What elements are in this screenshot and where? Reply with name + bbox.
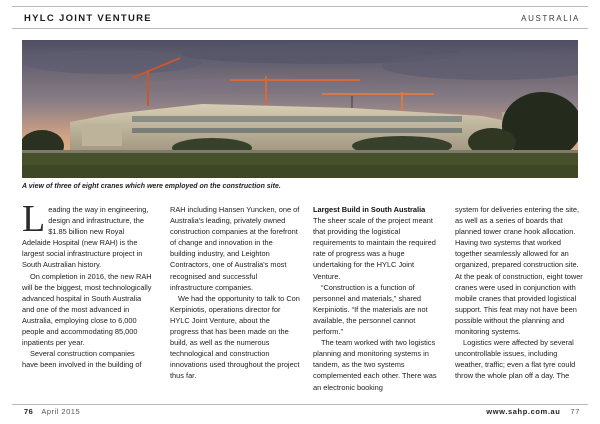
footer-rule [12,404,588,405]
subheading: Largest Build in South Australia [313,205,426,214]
header-top-rule [12,6,588,7]
paragraph: We had the opportunity to talk to Con Kerpiniotis, operations director for HYLC Joint Venture, about the progress that has been made on the build, as well as the numerous technological and construction innovations used throughout the project thus far. [170,293,300,381]
article-column-1 [22,198,152,370]
footer-right [486,407,580,416]
drop-cap: L [22,198,46,240]
left-page-number: 76 [24,407,34,416]
construction-site-photo [22,40,578,178]
region-label: AUSTRALIA [521,14,580,23]
article-column-3 [313,204,443,393]
paragraph: RAH including Hansen Yuncken, one of Australia's leading, privately owned construction companies at the forefront of change and innovation in the building industry, and Leighton Contractors, one of Australia's most recognised and successful infrastructure companies. [170,205,300,292]
paragraph: The team worked with two logistics planning and monitoring systems in tandem, as the two systems complemented each other. There was an electronic booking [313,338,437,392]
website-link[interactable]: www.sahp.com.au [486,407,561,416]
photo-caption: A view of three of eight cranes which were employed on the construction site. [22,183,281,190]
section-title: HYLC JOINT VENTURE [24,13,152,24]
article-column-4 [455,204,585,382]
footer-left [24,407,80,416]
photo-illustration [22,40,578,178]
issue-date: April 2015 [41,407,81,416]
article-column-2 [170,204,300,382]
right-page-number: 77 [570,407,580,416]
paragraph: “Construction is a function of personnel and materials,” shared Kerpiniotis. “If the materials are not available, the personnel cannot perform.” [313,282,428,337]
magazine-spread [12,6,588,418]
paragraph: On completion in 2016, the new RAH will be the biggest, most technologically advanced hospital in South Australia and one of the most advanced in Australia, employing close to 6,000 people and accommodating 85,000 inpatients per year. [22,271,152,348]
paragraph: Several construction companies have been involved in the building of [22,349,142,370]
intro-paragraph [22,198,152,271]
paragraph: The sheer scale of the project meant that providing the logistical requirements to maintain the required rate of progress was a huge undertaking for the HYLC Joint Venture. [313,216,436,281]
paragraph: system for deliveries entering the site, as well as a series of boards that planned tower crane hook allocation. Having two systems that worked together seamlessly allowed for an organized, prepared construction site. At the peak of construction, eight tower cranes were used in conjunction with mobile cranes that provided logistical support. This feat may not have been possible without the planning and monitoring systems. [455,205,583,337]
paragraph: Logistics were affected by several uncontrollable issues, including weather, traffic; even a flat tyre could throw the whole plan off a day. The [455,338,576,381]
header-bottom-rule [12,28,588,29]
intro-text: eading the way in engineering, design and infrastructure, the $1.85 billion new Royal Adelaide Hospital (new RAH) is the largest social infrastructure project in South Australian history. [22,205,149,270]
